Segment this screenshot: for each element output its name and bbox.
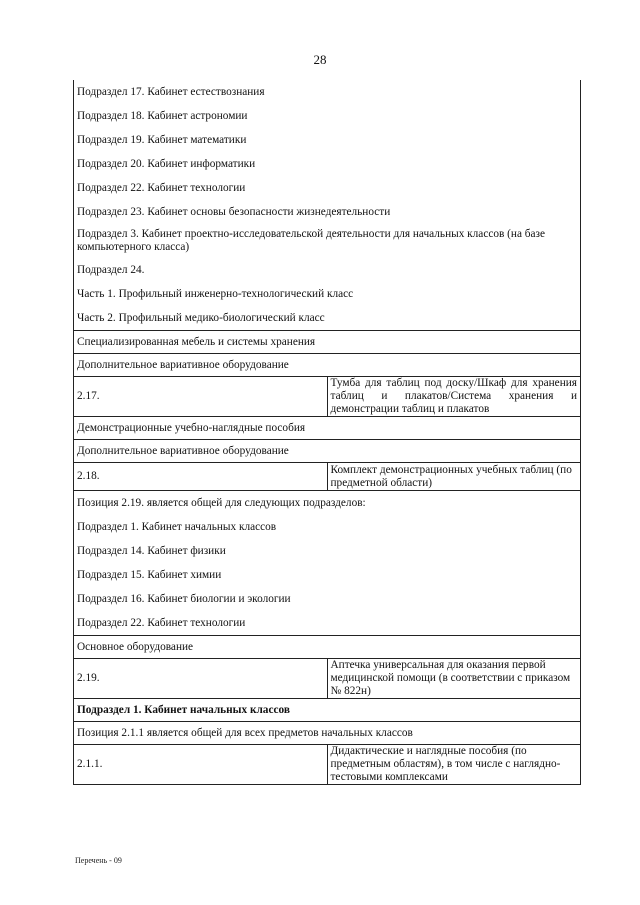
table-row <box>74 104 581 128</box>
table-row <box>74 587 581 611</box>
table-row <box>74 539 581 563</box>
table-row <box>74 563 581 587</box>
table-row <box>74 224 581 258</box>
table-row <box>74 80 581 104</box>
table-row <box>74 282 581 306</box>
item-number: 2.1.1. <box>74 745 328 785</box>
row-text: Подраздел 16. Кабинет биологии и экологии <box>74 587 581 611</box>
table-row <box>74 491 581 516</box>
row-text: Подраздел 18. Кабинет астрономии <box>74 104 581 128</box>
table-row <box>74 611 581 636</box>
section-heading: Специализированная мебель и системы хранения <box>74 331 581 354</box>
row-text: Подраздел 24. <box>74 258 581 282</box>
row-text: Подраздел 22. Кабинет технологии <box>74 611 581 636</box>
row-text: Подраздел 20. Кабинет информатики <box>74 152 581 176</box>
row-text: Часть 2. Профильный медико-биологический класс <box>74 306 581 331</box>
row-text: Подраздел 22. Кабинет технологии <box>74 176 581 200</box>
section-heading: Дополнительное вариативное оборудование <box>74 440 581 463</box>
table-row <box>74 176 581 200</box>
row-text: Подраздел 3. Кабинет проектно-исследовательской деятельности для начальных классов (на базе компьютерного класса) <box>74 224 581 258</box>
table-row <box>74 659 581 699</box>
row-text: Подраздел 15. Кабинет химии <box>74 563 581 587</box>
item-number: 2.17. <box>74 377 328 417</box>
table-row <box>74 200 581 224</box>
row-text: Часть 1. Профильный инженерно-технологический класс <box>74 282 581 306</box>
table-row <box>74 745 581 785</box>
row-text: Подраздел 1. Кабинет начальных классов <box>74 515 581 539</box>
table-row <box>74 258 581 282</box>
section-heading: Демонстрационные учебно-наглядные пособия <box>74 417 581 440</box>
section-heading: Основное оборудование <box>74 636 581 659</box>
table-row <box>74 722 581 745</box>
section-heading: Позиция 2.1.1 является общей для всех предметов начальных классов <box>74 722 581 745</box>
footer-text: Перечень - 09 <box>75 856 122 865</box>
table-row <box>74 463 581 491</box>
item-text: Дидактические и наглядные пособия (по предметным областям), в том числе с наглядно-тестовыми комплексами <box>327 745 581 785</box>
item-number: 2.19. <box>74 659 328 699</box>
row-text: Позиция 2.19. является общей для следующих подразделов: <box>74 491 581 516</box>
table-row <box>74 306 581 331</box>
table-row <box>74 515 581 539</box>
row-text: Подраздел 14. Кабинет физики <box>74 539 581 563</box>
item-text: Комплект демонстрационных учебных таблиц (по предметной области) <box>327 463 581 491</box>
table-row <box>74 152 581 176</box>
item-text: Аптечка универсальная для оказания первой медицинской помощи (в соответствии с приказом № 822н) <box>327 659 581 699</box>
section-heading: Дополнительное вариативное оборудование <box>74 354 581 377</box>
row-text: Подраздел 17. Кабинет естествознания <box>74 80 581 104</box>
table-row <box>74 354 581 377</box>
row-text: Подраздел 19. Кабинет математики <box>74 128 581 152</box>
table-row <box>74 440 581 463</box>
table-row <box>74 377 581 417</box>
table-row <box>74 636 581 659</box>
row-text: Подраздел 23. Кабинет основы безопасности жизнедеятельности <box>74 200 581 224</box>
table-row <box>74 699 581 722</box>
table-row <box>74 128 581 152</box>
table-row <box>74 417 581 440</box>
equipment-table <box>73 80 581 785</box>
item-number: 2.18. <box>74 463 328 491</box>
subsection-heading: Подраздел 1. Кабинет начальных классов <box>74 699 581 722</box>
page-number: 28 <box>313 52 327 67</box>
table-row <box>74 331 581 354</box>
item-text: Тумба для таблиц под доску/Шкаф для хранения таблиц и плакатов/Система хранения и демонстрации таблиц и плакатов <box>327 377 581 417</box>
